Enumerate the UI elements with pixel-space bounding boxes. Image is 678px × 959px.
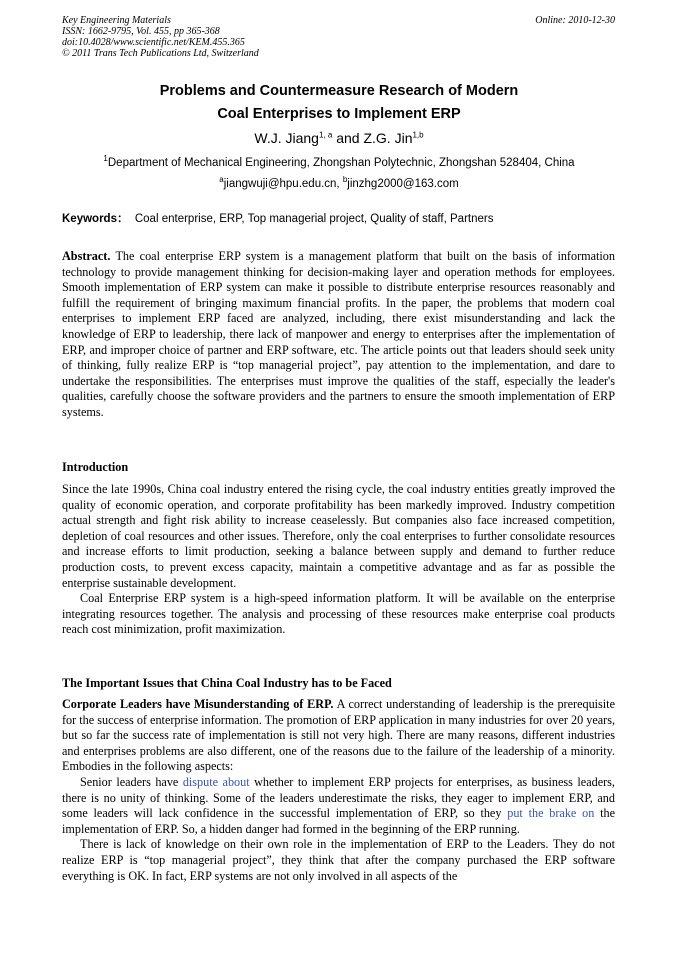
introduction-paragraph-1: Since the late 1990s, China coal industry entered the rising cycle, the coal industry entities greatly improved the quality of economic operation, and corporate profitability has been markedly improved. Industry competition actual strength and fight risk ability to increase ceaselessly. But companies also face increased competition, depletion of coal resources and other issues. Therefore, only the coal enterprises to further consolidate resources and increase efforts to limit production, seeking a balance between supply and demand to further reduce production costs, to prevent excess capacity, maintain a competitive advantage and as far as possible the enterprise sustainable development. xyxy=(62,482,615,590)
issn-line: ISSN: 1662-9795, Vol. 455, pp 365-368 xyxy=(62,26,220,37)
author-1-sup: 1, a xyxy=(318,130,333,140)
issues-body xyxy=(62,697,615,884)
paper-title xyxy=(0,80,678,126)
affiliation-sup: 1 xyxy=(103,154,108,164)
email-line xyxy=(0,176,678,192)
affiliation-text: Department of Mechanical Engineering, Zhongshan Polytechnic, Zhongshan 528404, China xyxy=(107,157,575,169)
email-b-sup: b xyxy=(342,175,348,185)
email-a-sup: a xyxy=(219,175,224,185)
email-a: jiangwuji@hpu.edu.cn, xyxy=(223,178,343,190)
issues-sub-label: Corporate Leaders have Misunderstanding of ERP. xyxy=(62,697,334,711)
issues-p2-a: Senior leaders have xyxy=(80,774,183,789)
author-1: W.J. Jiang xyxy=(254,130,319,146)
author-list xyxy=(0,128,678,148)
introduction-body xyxy=(62,482,615,638)
issues-p2-highlight-2: put the brake on xyxy=(507,806,595,821)
email-b: jinzhg2000@163.com xyxy=(347,178,459,190)
abstract xyxy=(62,249,615,421)
abstract-label: Abstract. xyxy=(62,249,111,263)
introduction-paragraph-2: Coal Enterprise ERP system is a high-speed information platform. It will be available on the enterprise integrating resources together. The analysis and processing of these resources make enterprise coal products reach cost minimization, profit maximization. xyxy=(62,591,615,637)
affiliation xyxy=(0,155,678,171)
issues-paragraph-1-text: A correct understanding of leadership is the prerequisite for the success of enterprise information. The promotion of ERP application in many industries for over 20 years, but so far the success rate of implementation is still not very high. There are many reasons, different industries and enterprises problems are also different, one of the reasons due to the failure of the leadership of a minority. Embodies in the following aspects: xyxy=(62,697,615,774)
issues-paragraph-3: There is lack of knowledge on their own role in the implementation of ERP to the Leaders. They do not realize ERP is “top managerial project”, they think that after the company purchased the ERP software everything is OK. In fact, ERP systems are not only involved in all aspects of the xyxy=(62,837,615,883)
issues-p2-highlight-1: dispute about xyxy=(182,774,250,789)
journal-name: Key Engineering Materials xyxy=(62,15,171,26)
title-line-2: Coal Enterprises to Implement ERP xyxy=(217,106,461,122)
issues-paragraph-1 xyxy=(62,697,615,775)
issues-heading: The Important Issues that China Coal Industry has to be Faced xyxy=(62,676,392,690)
author-and: and xyxy=(332,130,364,146)
keywords-text: Coal enterprise, ERP, Top managerial project, Quality of staff, Partners xyxy=(134,213,494,225)
doi-line: doi:10.4028/www.scientific.net/KEM.455.365 xyxy=(62,37,245,48)
abstract-text: The coal enterprise ERP system is a management platform that built on the basis of information technology to provide management thinking for decision-making layer and operation methods for employees. Smooth implementation of ERP system can make it possible to distribute enterprise resources reasonably and fulfill the requirement of bringing maximum financial profits. In the paper, the problems that modern coal enterprises to implement ERP faced are analyzed, including, there exist misunderstanding and lack the knowledge of ERP to leadership, there lack of manpower and energy to enterprises after the implementation of ERP, and improper choice of partner and ERP software, etc. The article points out that leaders should seek unity of thinking, fully realize ERP is “top managerial project”, pay attention to the implementation, and dare to undertake the responsibilities. The enterprises must improve the qualities of the staff, especially the leader's qualities, carefully choose the software providers and the partners to ensure the smooth implementation of ERP systems. xyxy=(62,249,615,419)
journal-header xyxy=(62,15,259,59)
author-2: Z.G. Jin xyxy=(363,130,413,146)
title-line-1: Problems and Countermeasure Research of Modern xyxy=(159,83,519,99)
copyright-line: © 2011 Trans Tech Publications Ltd, Switzerland xyxy=(62,48,259,59)
online-date: Online: 2010-12-30 xyxy=(535,15,615,26)
keywords xyxy=(62,211,622,227)
keywords-label: Keywords： xyxy=(62,213,129,225)
issues-paragraph-2 xyxy=(62,775,615,837)
author-2-sup: 1,b xyxy=(412,130,424,140)
issues-p2-b: whether to implement ERP projects for enterprises, as business leaders, there is no unity of thinking. Some of the leaders underestimate the risks, they eager to implement ERP, and some leaders will lack confidence in the successful implementation of ERP, so they xyxy=(62,774,615,821)
introduction-heading: Introduction xyxy=(62,460,129,474)
issues-p2-c: the implementation of ERP. So, a hidden danger had formed in the beginning of the ERP running. xyxy=(62,806,616,836)
